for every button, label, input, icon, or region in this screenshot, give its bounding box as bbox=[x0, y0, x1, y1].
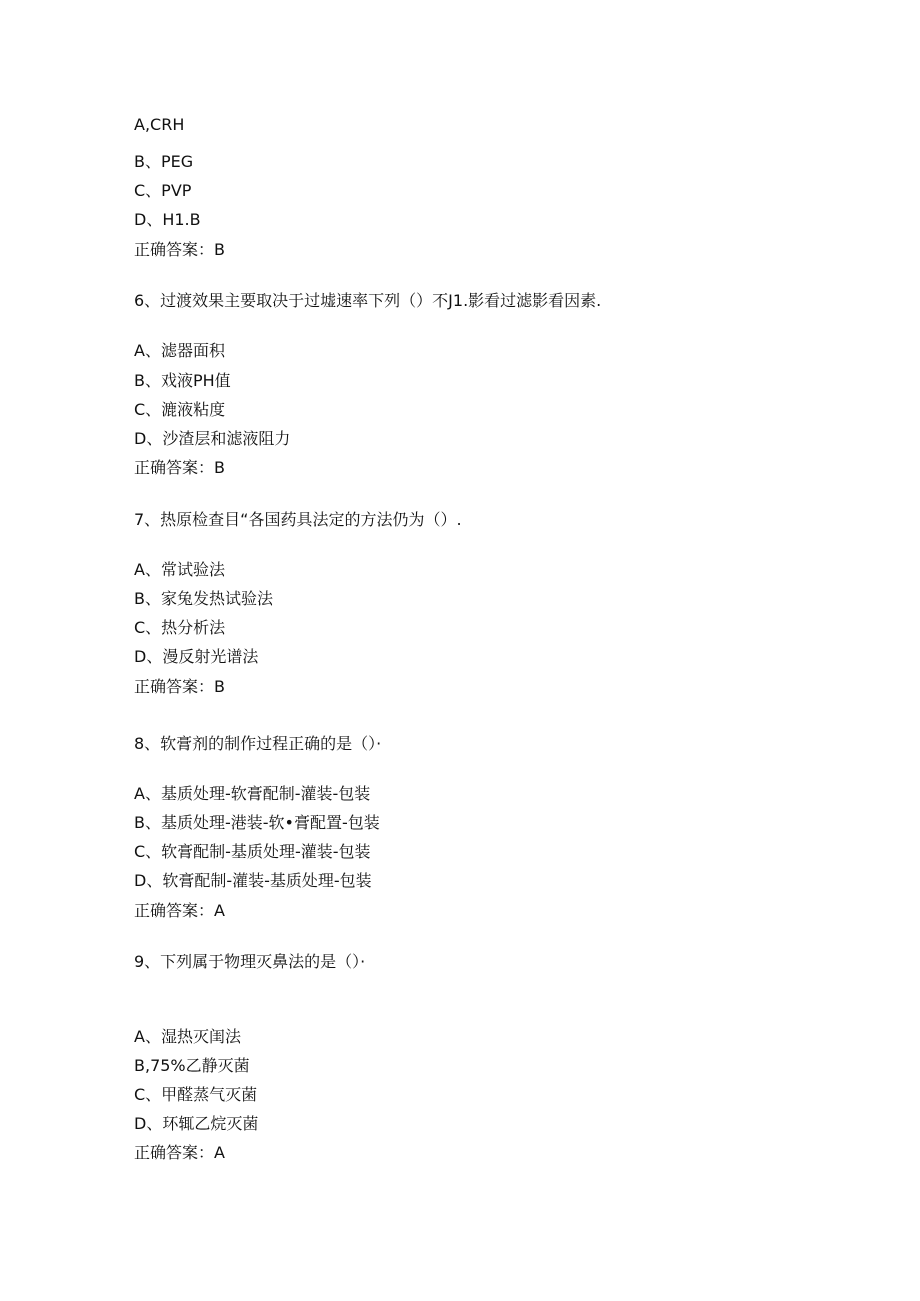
option-c: C、软膏配制-基质处理-灌装-包装 bbox=[134, 842, 371, 861]
question-6: 6、过渡效果主要取决于过墟速率下列（）不J1.影看过滤影看因素. bbox=[134, 291, 602, 310]
option-c: C、PVP bbox=[134, 181, 192, 200]
option-c: C、甲醛蒸气灭菌 bbox=[134, 1085, 258, 1104]
option-a: A,CRH bbox=[134, 115, 185, 134]
option-c: C、漉液粘度 bbox=[134, 400, 226, 419]
option-b: B、PEG bbox=[134, 152, 194, 171]
option-a: A、湿热灭闺法 bbox=[134, 1027, 241, 1046]
correct-answer: 正确答案：A bbox=[134, 901, 225, 920]
option-b: B、戏液PH值 bbox=[134, 371, 231, 390]
option-b: B、家兔发热试验法 bbox=[134, 589, 273, 608]
option-b: B、基质处理-港装-软•膏配置-包装 bbox=[134, 813, 380, 832]
option-d: D、沙渣层和滤液阻力 bbox=[134, 429, 291, 448]
correct-answer: 正确答案：A bbox=[134, 1143, 225, 1162]
option-a: A、滤器面积 bbox=[134, 341, 225, 360]
question-7: 7、热原检查目“各国药具法定的方法仍为（）. bbox=[134, 510, 462, 529]
option-d: D、软膏配制-灌装-基质处理-包装 bbox=[134, 871, 372, 890]
option-c: C、热分析法 bbox=[134, 618, 226, 637]
option-d: D、H1.B bbox=[134, 210, 201, 229]
correct-answer: 正确答案：B bbox=[134, 677, 225, 696]
option-d: D、环辄乙烷灭菌 bbox=[134, 1114, 259, 1133]
correct-answer: 正确答案：B bbox=[134, 240, 225, 259]
question-9: 9、下列属于物理灭鼻法的是（）· bbox=[134, 952, 366, 971]
question-8: 8、软膏剂的制作过程正确的是（）· bbox=[134, 734, 382, 753]
option-a: A、常试验法 bbox=[134, 560, 225, 579]
correct-answer: 正确答案：B bbox=[134, 458, 225, 477]
option-a: A、基质处理-软膏配制-灌装-包装 bbox=[134, 784, 371, 803]
option-b: B,75%乙静灭菌 bbox=[134, 1056, 250, 1075]
option-d: D、漫反射光谱法 bbox=[134, 647, 259, 666]
